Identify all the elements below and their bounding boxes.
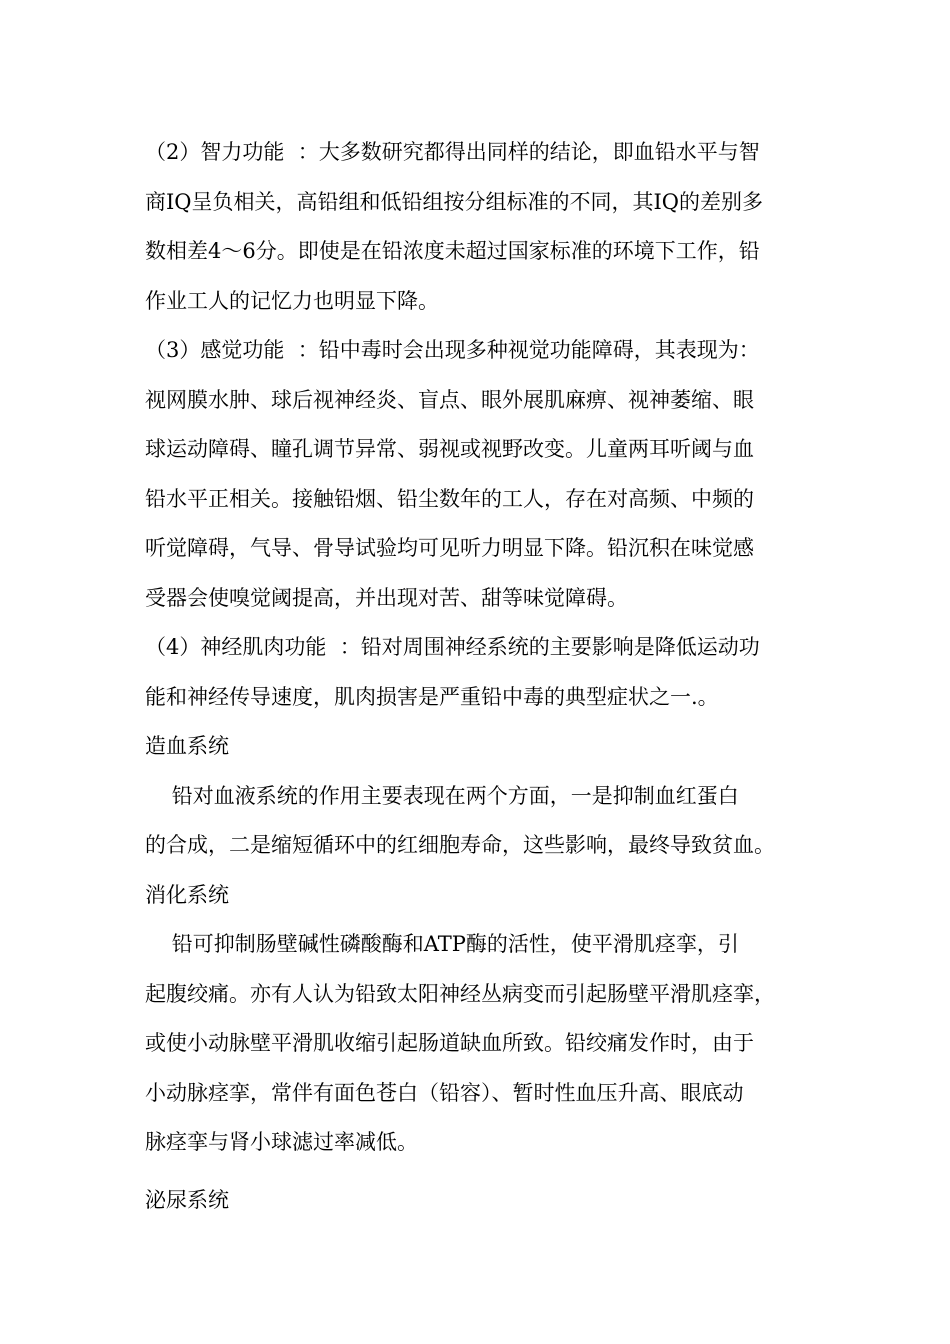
text-line: 球运动障碍、瞳孔调节异常、弱视或视野改变。儿童两耳听阈与血 bbox=[145, 437, 754, 461]
text-line: （3）感觉功能 ：铅中毒时会出现多种视觉功能障碍，其表现为： bbox=[145, 338, 760, 362]
text-line: 视网膜水肿、球后视神经炎、盲点、眼外展肌麻痹、视神萎缩、眼 bbox=[145, 387, 754, 412]
document-body bbox=[145, 128, 835, 1225]
paragraph-gap bbox=[145, 1168, 835, 1176]
text-line: 能和神经传导速度，肌肉损害是严重铅中毒的典型症状之一.。 bbox=[145, 684, 719, 709]
text-line: 或使小动脉壁平滑肌收缩引起肠道缺血所致。铅绞痛发作时，由于 bbox=[145, 1031, 754, 1055]
text-line: 铅可抑制肠壁碱性磷酸酶和ATP酶的活性，使平滑肌痉挛，引 bbox=[145, 932, 739, 956]
text-line: （2）智力功能 ：大多数研究都得出同样的结论，即血铅水平与智 bbox=[145, 140, 760, 164]
section-heading: 泌尿系统 bbox=[145, 1187, 229, 1212]
text-line: 数相差4～6分。即使是在铅浓度未超过国家标准的环境下工作，铅 bbox=[145, 239, 760, 263]
text-line: 铅水平正相关。接触铅烟、铅尘数年的工人，存在对高频、中频的 bbox=[145, 486, 754, 511]
text-line: 的合成，二是缩短循环中的红细胞寿命，这些影响，最终导致贫血。 bbox=[145, 833, 775, 857]
text-line: 作业工人的记忆力也明显下降。 bbox=[145, 288, 439, 313]
text-line: 起腹绞痛。亦有人认为铅致太阳神经丛病变而引起肠壁平滑肌痉挛， bbox=[145, 981, 775, 1006]
text-line: 铅对血液系统的作用主要表现在两个方面，一是抑制血红蛋白 bbox=[145, 783, 739, 808]
text-line: 听觉障碍，气导、骨导试验均可见听力明显下降。铅沉积在味觉感 bbox=[145, 536, 754, 560]
text-line: 脉痉挛与肾小球滤过率减低。 bbox=[145, 1130, 418, 1154]
text-line: 商IQ呈负相关，高铅组和低铅组按分组标准的不同，其IQ的差别多 bbox=[145, 189, 764, 214]
text-line: 受器会使嗅觉阈提高，并出现对苦、甜等味觉障碍。 bbox=[145, 585, 628, 610]
section-heading: 消化系统 bbox=[145, 882, 229, 907]
text-line: 小动脉痉挛，常伴有面色苍白（铅容）、暂时性血压升高、眼底动 bbox=[145, 1080, 744, 1105]
section-heading: 造血系统 bbox=[145, 734, 229, 758]
text-line: （4）神经肌肉功能 ：铅对周围神经系统的主要影响是降低运动功 bbox=[145, 635, 760, 659]
